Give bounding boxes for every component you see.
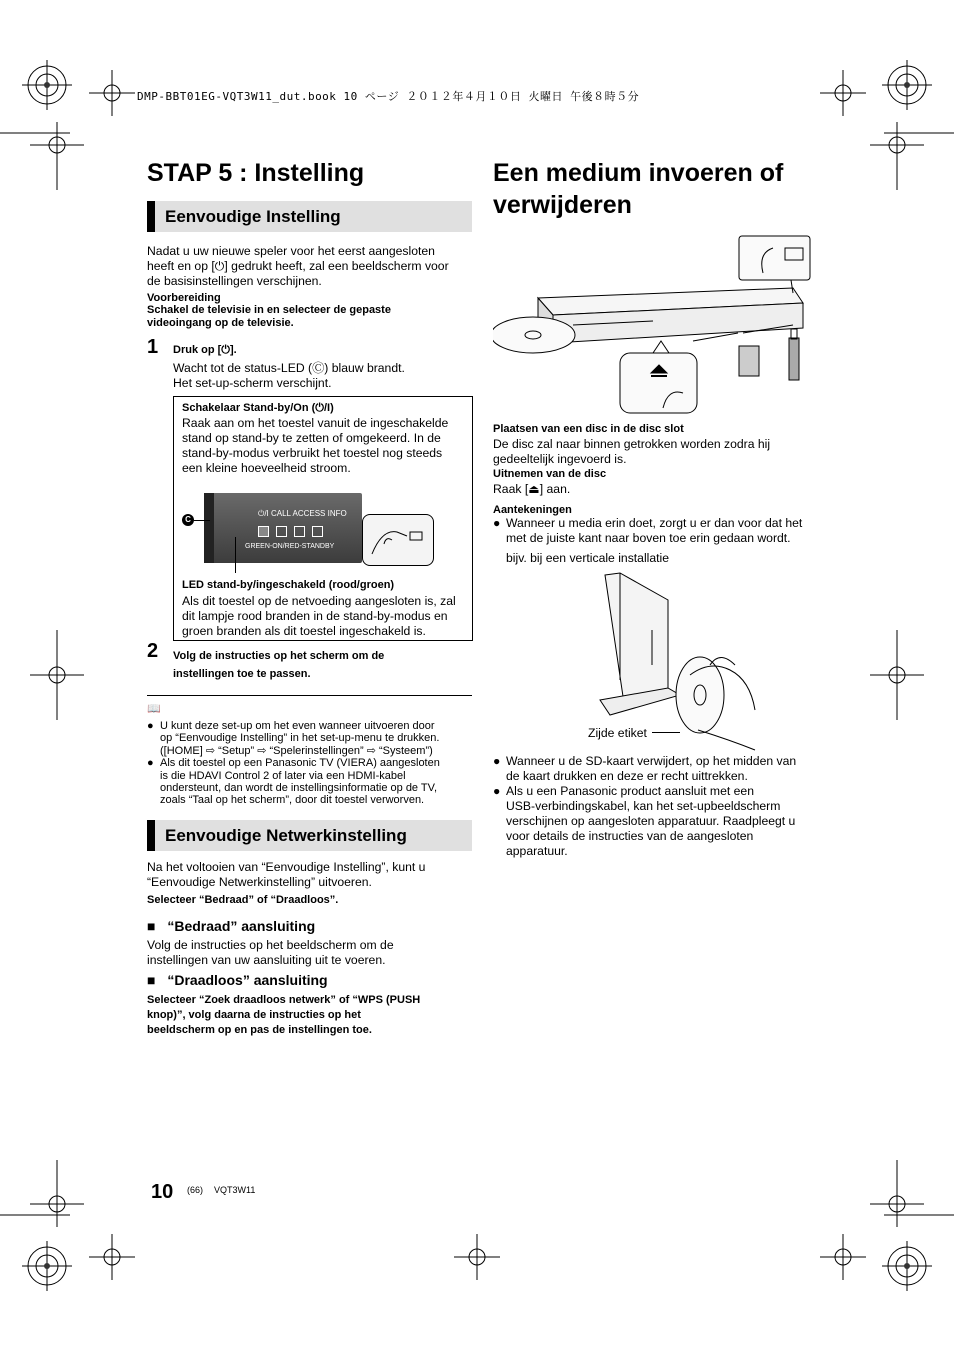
network-select: Selecteer “Bedraad” of “Draadloos”.: [147, 894, 339, 906]
finger-touch-icon: [362, 514, 432, 564]
callout-c: C: [182, 514, 194, 526]
text-line: Als dit toestel op een Panasonic TV (VIERA) aangesloten: [160, 757, 440, 770]
callout-line: [194, 520, 210, 521]
text-line: USB-verbindingskabel, kan het set-upbeeldscherm: [506, 799, 781, 813]
print-header: DMP-BBT01EG-VQT3W11_dut.book 10 ページ ２０１２年４月１０日 火曜日 午後８時５分: [137, 90, 640, 103]
page-ref: (66): [187, 1185, 204, 1195]
panel-button: [312, 526, 323, 537]
text-line: Schakel de televisie in en selecteer de gepaste: [147, 304, 391, 317]
wired-title: “Bedraad” aansluiting: [167, 918, 316, 934]
text-line: een kleine hoeveelheid stroom.: [182, 461, 351, 475]
text-line: stand op stand-by te zetten of omgekeerd. In de: [182, 431, 441, 445]
prep-label: Voorbereiding: [147, 292, 221, 304]
text-line: Nadat u uw nieuwe speler voor het eerst aangesloten: [147, 244, 435, 258]
step2-text: [173, 647, 384, 683]
text-line: Volg de instructies op het beeldscherm om de: [147, 938, 394, 952]
step1-title: Druk op [⏻].: [173, 344, 237, 356]
note-1: ● Wanneer u media erin doet, zorgt u er dan voor dat het met de juiste kant naar boven toe erin gedaan wordt.: [493, 516, 803, 545]
doc-code: VQT3W11: [214, 1185, 256, 1195]
insert-title: Plaatsen van een disc in de disc slot: [493, 423, 684, 435]
wired-text: [147, 938, 394, 968]
title-line: Een medium invoeren of: [493, 159, 784, 187]
wired-heading: ■ “Bedraad” aansluiting: [147, 918, 316, 934]
wireless-title: “Draadloos” aansluiting: [167, 972, 328, 988]
text-line: U kunt deze set-up om het even wanneer uitvoeren door: [160, 720, 435, 732]
text-line: Volg de instructies op het scherm om de: [173, 650, 385, 662]
text-line: instellingen van uw aansluiting uit te voeren.: [147, 953, 386, 967]
page-number: 10: [151, 1181, 174, 1203]
eject-text: Raak [⏏] aan.: [493, 482, 571, 496]
label-side: Zijde etiket: [588, 726, 647, 740]
text-line: “Eenvoudige Netwerkinstelling” uitvoeren.: [147, 875, 372, 889]
panel-button: [294, 526, 305, 537]
insert-text: [493, 437, 770, 467]
text-line: Wanneer u media erin doet, zorgt u er dan voor dat het: [506, 516, 803, 530]
notes-book-icon: 📖: [147, 703, 161, 715]
text-line: Selecteer “Zoek draadloos netwerk” of “WPS (PUSH: [147, 994, 421, 1006]
text-line: Raak aan om het toestel vanuit de ingeschakelde: [182, 416, 449, 430]
text-line: De disc zal naar binnen getrokken worden zodra hij: [493, 437, 771, 451]
switch-title: Schakelaar Stand-by/On (⏻/I): [182, 402, 334, 414]
led-indicator: [258, 526, 269, 537]
divider: [147, 695, 472, 696]
player-insert-illustration: [493, 233, 823, 418]
text-line: Als u een Panasonic product aansluit met een: [506, 784, 754, 798]
section-title: Eenvoudige Instelling: [165, 206, 341, 226]
text-line: stand-by-modus verbruikt het toestel nog steeds: [182, 446, 443, 460]
led-pointer: [235, 537, 236, 573]
section-title: Eenvoudige Netwerkinstelling: [165, 825, 407, 845]
text-line: Wanneer u de SD-kaart verwijdert, op het midden van: [506, 754, 797, 768]
text-line: Na het voltooien van “Eenvoudige Instelling”, kunt u: [147, 860, 426, 874]
note-item: ● Als dit toestel op een Panasonic TV (VIERA) aangesloten is die HDAVI Control 2 of later via een HDMI-kabel ondersteunt, dan wordt de instellingsinformatie op de TV, zoals “Taal op het scherm”, door dit toestel verworven.: [147, 757, 440, 807]
notes-list: [147, 720, 472, 807]
eject-title: Uitnemen van de disc: [493, 468, 607, 480]
title-line: verwijderen: [493, 191, 632, 219]
text-line: de basisinstellingen verschijnen.: [147, 274, 322, 288]
panel-top-label: ⏻/I CALL ACCESS INFO: [258, 509, 347, 518]
text-line: heeft en op [⏻] gedrukt heeft, zal een beeldscherm voor: [147, 259, 449, 273]
example-label: bijv. bij een verticale installatie: [506, 551, 670, 565]
text-line: Als dit toestel op de netvoeding aangesloten is, zal: [182, 594, 456, 608]
step1-text: [173, 361, 405, 391]
label-pointer: [652, 732, 680, 733]
led-title: LED stand-by/ingeschakeld (rood/groen): [182, 579, 395, 591]
switch-description: [182, 416, 472, 476]
wireless-text: [147, 993, 420, 1038]
front-panel-illustration: [204, 493, 362, 563]
text-line: beeldscherm op en pas de instellingen toe.: [147, 1024, 372, 1036]
section-heading-easy-setup: [147, 201, 472, 232]
text-line: gedeeltelijk ingevoerd is.: [493, 452, 627, 466]
text-line: verschijnen op aangesloten apparatuur. Raadpleegt u: [506, 814, 796, 828]
led-description: [182, 594, 472, 639]
notes-title: Aantekeningen: [493, 504, 572, 516]
note-3: ● Als u een Panasonic product aansluit met een USB-verbindingskabel, kan het set-upbeeldscherm verschijnen op aangesloten apparatuur. Raadpleegt u voor details de instructies van de aangesloten apparatuur.: [493, 784, 796, 858]
note-2: ● Wanneer u de SD-kaart verwijdert, op het midden van de kaart drukken en deze er recht uittrekken.: [493, 754, 797, 783]
step-number-1: 1: [147, 336, 159, 358]
intro-paragraph: [147, 244, 477, 289]
text-line: apparatuur.: [506, 844, 568, 858]
page-title: STAP 5 : Instelling: [147, 159, 365, 187]
text-line: ondersteunt, dan wordt de instellingsinformatie op de TV,: [160, 782, 438, 795]
text-line: groen branden als dit toestel ingeschakeld is.: [182, 624, 426, 638]
text-line: op “Eenvoudige Instelling” in het set-up-menu te drukken.: [160, 732, 440, 745]
text-line: is die HDAVI Control 2 of later via een HDMI-kabel: [160, 769, 406, 782]
text-line: videoingang op de televisie.: [147, 316, 294, 329]
network-intro: [147, 860, 472, 890]
wireless-heading: ■ “Draadloos” aansluiting: [147, 972, 328, 988]
step-number-2: 2: [147, 640, 159, 662]
text-line: voor details de instructies van de aangesloten: [506, 829, 754, 843]
note-item: ● U kunt deze set-up om het even wanneer uitvoeren door op “Eenvoudige Instelling” in het set-up-menu te drukken. ([HOME] ⇨ “Setup” ⇨ “Spelerinstellingen” ⇨ “Systeem”): [147, 720, 440, 757]
standby-info-box: [173, 396, 473, 641]
panel-bottom-label: GREEN-ON/RED-STANDBY: [245, 543, 335, 550]
text-line: de kaart drukken en deze er recht uittrekken.: [506, 769, 748, 783]
preparation: [147, 292, 477, 329]
section-heading-network-setup: [147, 820, 472, 851]
panel-button: [276, 526, 287, 537]
text-line: instellingen toe te passen.: [173, 668, 311, 680]
text-line: ([HOME] ⇨ “Setup” ⇨ “Spelerinstellingen” ⇨ “Systeem”): [160, 744, 433, 757]
text-line: met de juiste kant naar boven toe erin gedaan wordt.: [506, 531, 791, 545]
text-line: Wacht tot de status-LED (Ⓒ) blauw brandt.: [173, 361, 405, 375]
right-title: [493, 157, 783, 221]
text-line: zoals “Taal op het scherm”, door dit toestel verworven.: [160, 794, 425, 807]
text-line: Het set-up-scherm verschijnt.: [173, 376, 332, 390]
text-line: knop)”, volg daarna de instructies op het: [147, 1009, 361, 1021]
text-line: dit lampje rood branden in de stand-by-modus en: [182, 609, 448, 623]
